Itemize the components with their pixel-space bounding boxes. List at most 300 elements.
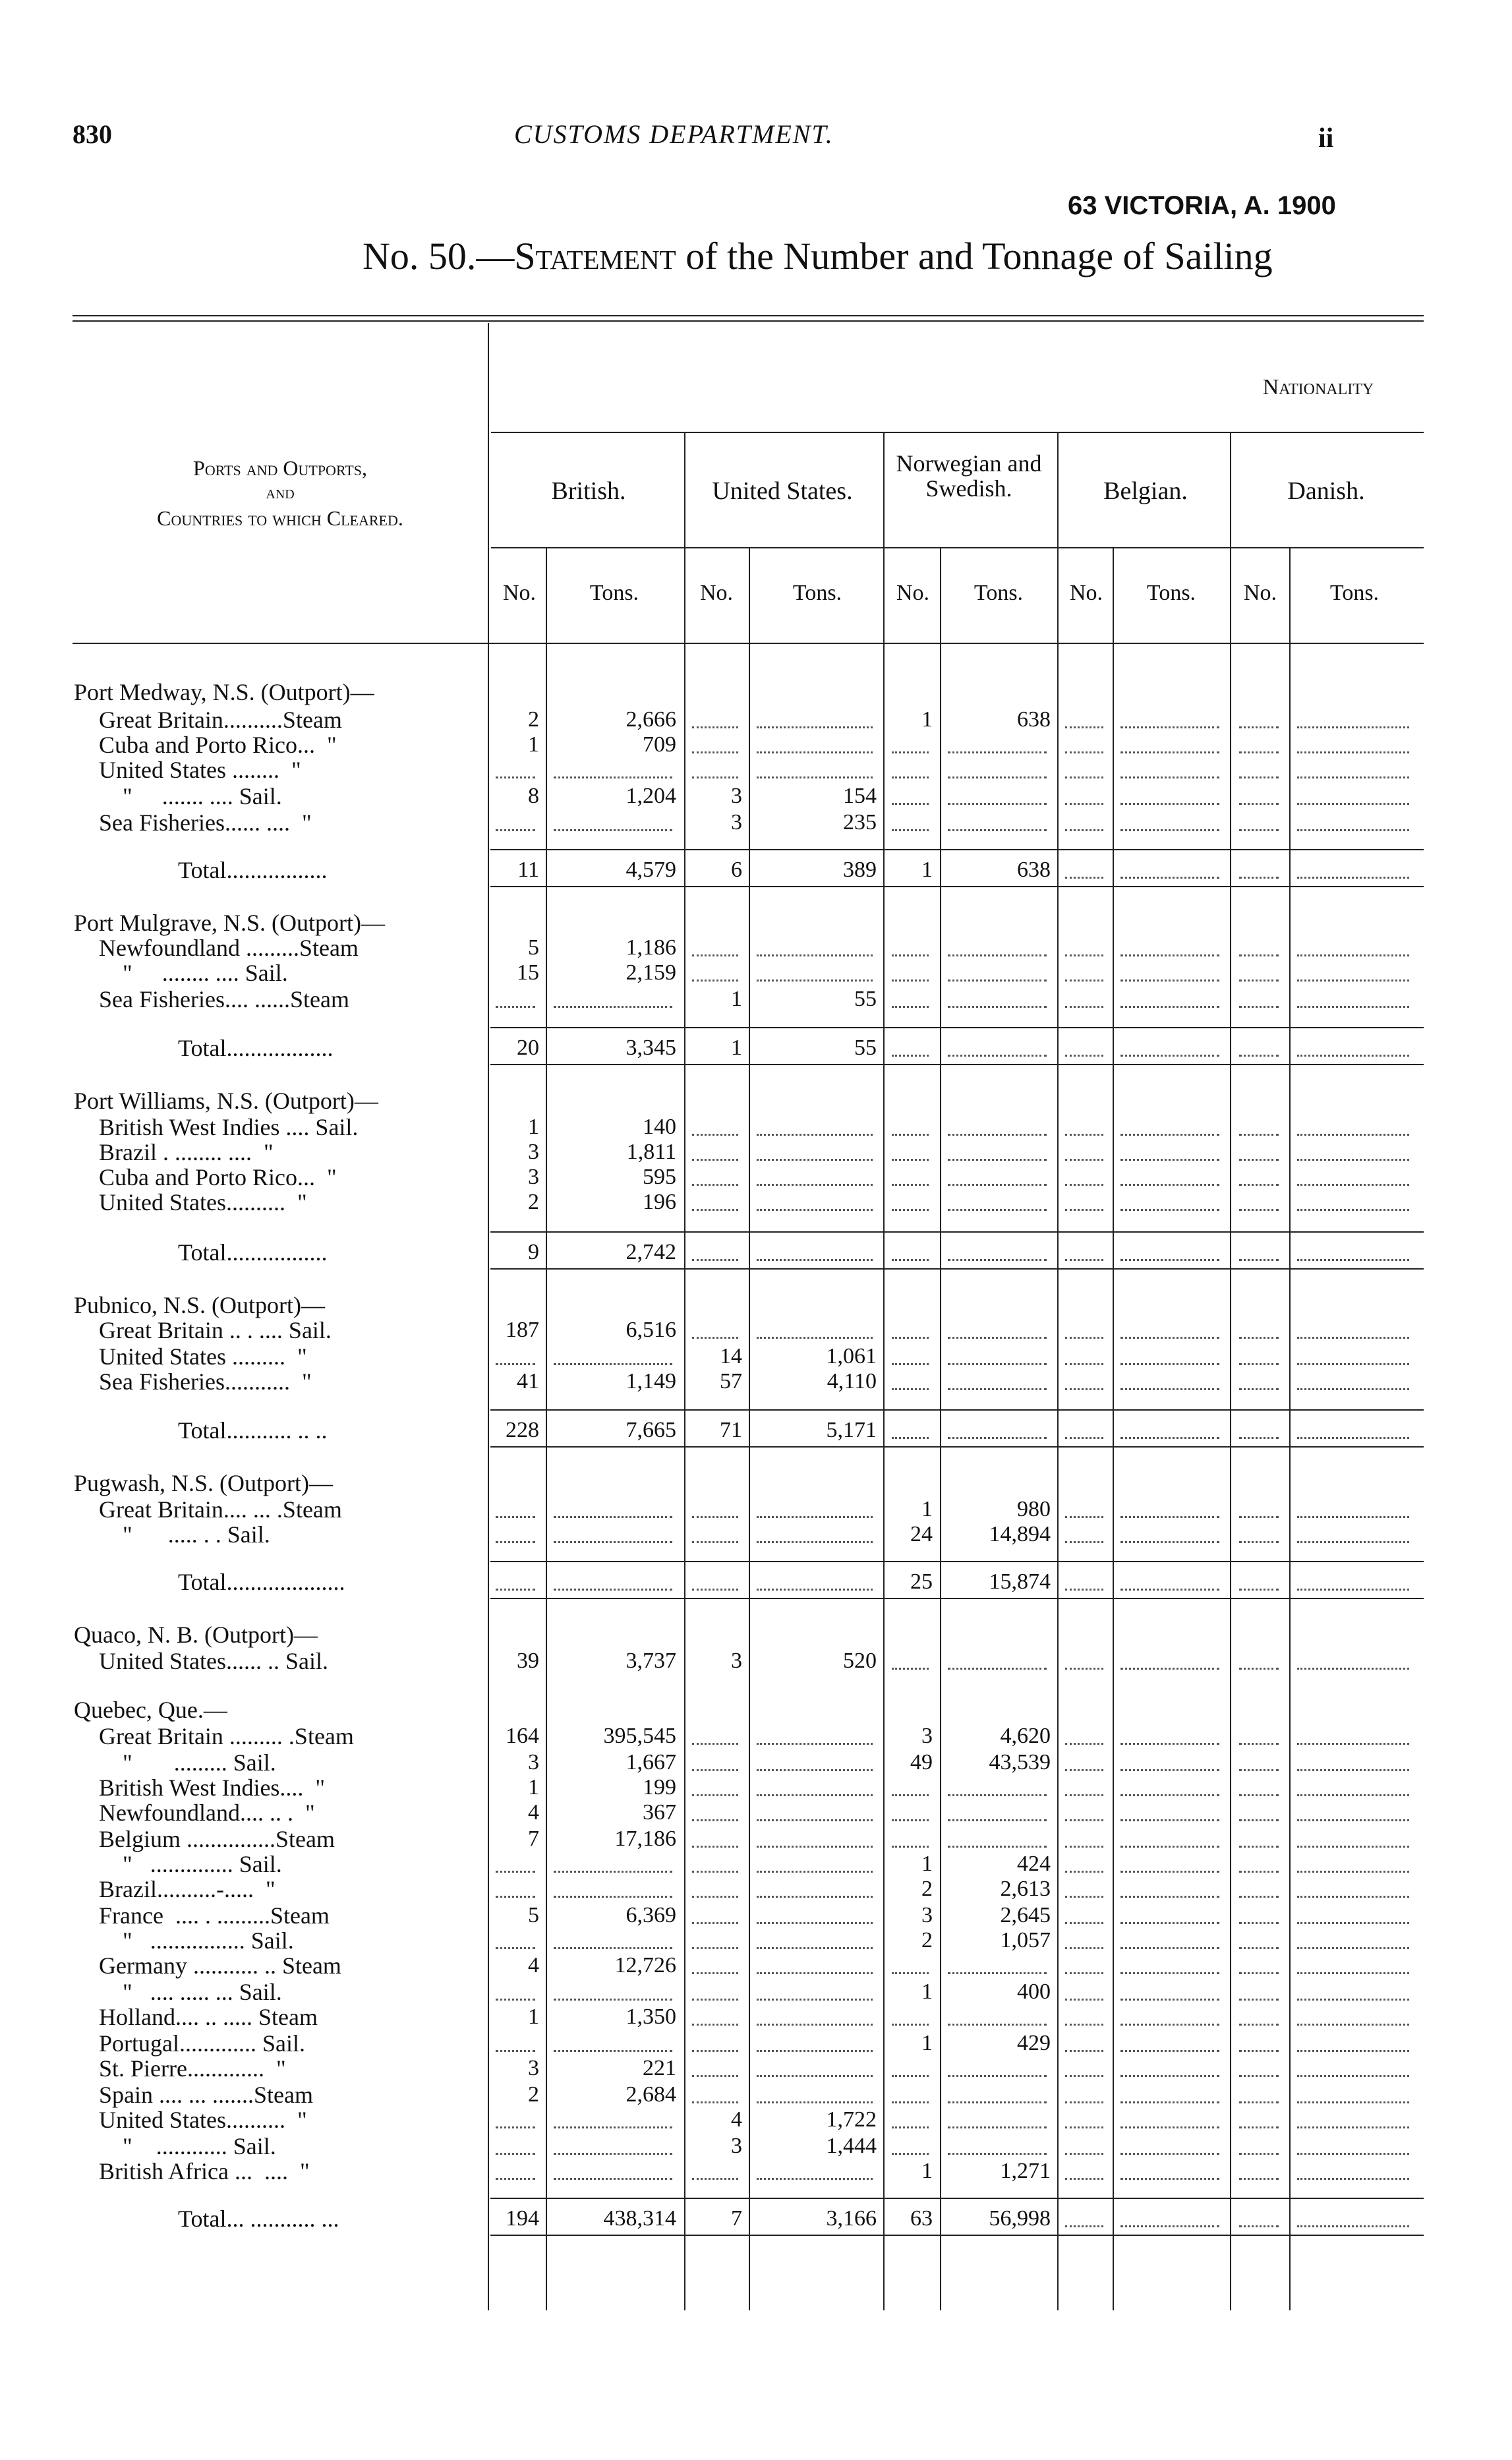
leader-dots bbox=[1297, 1871, 1409, 1873]
leader-dots bbox=[1120, 776, 1219, 778]
total-rule bbox=[490, 2198, 1424, 2199]
leader-dots bbox=[948, 1794, 1047, 1796]
leader-dots bbox=[1120, 2075, 1219, 2077]
leader-dots bbox=[1239, 1999, 1279, 2001]
leader-dots bbox=[1297, 1337, 1409, 1339]
title-statement: Statement bbox=[514, 235, 676, 278]
leader-dots bbox=[1120, 1134, 1219, 1136]
leader-dots bbox=[1065, 2075, 1103, 2077]
cell-us-no: 71 bbox=[720, 1418, 742, 1442]
leader-dots bbox=[757, 1134, 873, 1136]
total-label: Total.................. bbox=[178, 1035, 334, 1061]
cell-nw-tons: 2,613 bbox=[1000, 1877, 1051, 1901]
leader-dots bbox=[757, 2101, 873, 2103]
total-label: Total................. bbox=[178, 1239, 328, 1266]
leader-dots bbox=[892, 1846, 929, 1848]
port-heading: Quaco, N. B. (Outport)— bbox=[74, 1622, 318, 1648]
leader-dots bbox=[757, 2050, 873, 2052]
leader-dots bbox=[496, 1363, 535, 1365]
destination-label: Sea Fisheries...... .... " bbox=[99, 809, 312, 836]
leader-dots bbox=[1065, 1388, 1103, 1390]
leader-dots bbox=[1297, 2178, 1409, 2180]
cell-br-tons: 12,726 bbox=[614, 1953, 676, 1977]
cell-us-tons: 1,061 bbox=[826, 1344, 877, 1368]
total-label: Total... ........... ... bbox=[178, 2206, 339, 2232]
cell-br-tons: 140 bbox=[643, 1115, 676, 1139]
leader-dots bbox=[1120, 1363, 1219, 1365]
leader-dots bbox=[1297, 803, 1409, 805]
leader-dots bbox=[892, 1259, 929, 1261]
cell-nw-no: 1 bbox=[921, 1497, 933, 1521]
cell-br-tons: 17,186 bbox=[614, 1827, 676, 1851]
page-number: 830 bbox=[73, 119, 112, 149]
leader-dots bbox=[1297, 2225, 1409, 2227]
leader-dots bbox=[1120, 980, 1219, 981]
total-rule bbox=[490, 1064, 1424, 1065]
leader-dots bbox=[692, 1184, 738, 1186]
leader-dots bbox=[757, 1871, 873, 1873]
leader-dots bbox=[1120, 1388, 1219, 1390]
leader-dots bbox=[692, 1972, 738, 1974]
header-british: British. bbox=[551, 477, 626, 505]
leader-dots bbox=[1065, 1668, 1103, 1670]
leader-dots bbox=[692, 1999, 738, 2001]
leader-dots bbox=[1239, 1541, 1279, 1543]
leader-dots bbox=[892, 1184, 929, 1186]
leader-dots bbox=[1065, 954, 1103, 956]
leader-dots bbox=[757, 751, 873, 753]
leader-dots bbox=[892, 1819, 929, 1821]
leader-dots bbox=[1297, 2075, 1409, 2077]
cell-br-tons: 4,579 bbox=[625, 858, 676, 882]
title-number: No. 50.— bbox=[363, 235, 515, 278]
leader-dots bbox=[1239, 1589, 1279, 1591]
cell-br-no: 164 bbox=[506, 1724, 539, 1748]
cell-br-no: 2 bbox=[528, 1190, 539, 1214]
destination-label: British Africa ... .... " bbox=[99, 2158, 310, 2184]
ports-header-2: and bbox=[266, 483, 295, 503]
cell-nw-tons: 43,539 bbox=[989, 1750, 1051, 1774]
ports-header-3: Countries to which Cleared. bbox=[157, 506, 403, 530]
leader-dots bbox=[1297, 1184, 1409, 1186]
leader-dots bbox=[1297, 1922, 1409, 1924]
destination-label: Belgium ...............Steam bbox=[99, 1826, 335, 1852]
total-label: Total.................... bbox=[178, 1569, 345, 1595]
total-rule bbox=[490, 1561, 1424, 1562]
leader-dots bbox=[1120, 726, 1219, 728]
leader-dots bbox=[1065, 1541, 1103, 1543]
cell-nw-no: 1 bbox=[921, 1852, 933, 1876]
leader-dots bbox=[1239, 2075, 1279, 2077]
leader-dots bbox=[1297, 1134, 1409, 1136]
port-heading: Quebec, Que.— bbox=[74, 1697, 227, 1723]
cell-br-no: 2 bbox=[528, 2082, 539, 2107]
leader-dots bbox=[692, 2024, 738, 2026]
nationality-header: Nationality bbox=[1262, 375, 1374, 399]
cell-nw-tons: 429 bbox=[1017, 2031, 1051, 2055]
leader-dots bbox=[1120, 2050, 1219, 2052]
total-rule bbox=[490, 849, 1424, 850]
leader-dots bbox=[554, 1999, 672, 2001]
leader-dots bbox=[892, 2153, 929, 2155]
leader-dots bbox=[1120, 1794, 1219, 1796]
total-rule bbox=[490, 1268, 1424, 1270]
port-heading: Pugwash, N.S. (Outport)— bbox=[74, 1470, 333, 1496]
leader-dots bbox=[948, 1363, 1047, 1365]
leader-dots bbox=[1239, 2225, 1279, 2227]
total-label: Total................. bbox=[178, 857, 328, 883]
session-line: 63 VICTORIA, A. 1900 bbox=[1068, 191, 1336, 220]
destination-label: St. Pierre............. " bbox=[99, 2055, 286, 2082]
cell-br-no: 7 bbox=[528, 1827, 539, 1851]
leader-dots bbox=[892, 2101, 929, 2103]
leader-dots bbox=[1065, 1922, 1103, 1924]
leader-dots bbox=[1065, 1516, 1103, 1518]
leader-dots bbox=[892, 2075, 929, 2077]
leader-dots bbox=[692, 980, 738, 981]
leader-dots bbox=[757, 1541, 873, 1543]
leader-dots bbox=[948, 2075, 1047, 2077]
leader-dots bbox=[1297, 2126, 1409, 2128]
leader-dots bbox=[757, 726, 873, 728]
leader-dots bbox=[496, 2050, 535, 2052]
destination-label: Brazil..........-..... " bbox=[99, 1876, 276, 1902]
leader-dots bbox=[1239, 1437, 1279, 1439]
leader-dots bbox=[757, 1516, 873, 1518]
cell-br-tons: 2,684 bbox=[625, 2082, 676, 2107]
cell-nw-tons: 1,271 bbox=[1000, 2159, 1051, 2183]
leader-dots bbox=[1065, 2101, 1103, 2103]
leader-dots bbox=[1239, 877, 1279, 879]
destination-label: Great Britain.... ... .Steam bbox=[99, 1496, 342, 1523]
leader-dots bbox=[1065, 726, 1103, 728]
leader-dots bbox=[1297, 1388, 1409, 1390]
destination-label: British West Indies.... " bbox=[99, 1774, 326, 1801]
leader-dots bbox=[692, 1209, 738, 1211]
sub-tons-british: Tons. bbox=[589, 581, 639, 605]
destination-label: France .... . .........Steam bbox=[99, 1902, 330, 1929]
leader-dots bbox=[1065, 1794, 1103, 1796]
leader-dots bbox=[1297, 1541, 1409, 1543]
leader-dots bbox=[757, 1999, 873, 2001]
cell-us-no: 3 bbox=[731, 810, 742, 835]
leader-dots bbox=[1239, 1006, 1279, 1008]
cell-br-tons: 6,516 bbox=[625, 1318, 676, 1342]
leader-dots bbox=[757, 1209, 873, 1211]
leader-dots bbox=[757, 776, 873, 778]
leader-dots bbox=[892, 1437, 929, 1439]
leader-dots bbox=[692, 1743, 738, 1745]
leader-dots bbox=[1120, 1999, 1219, 2001]
destination-label: Brazil . ........ .... " bbox=[99, 1139, 274, 1165]
leader-dots bbox=[1239, 1209, 1279, 1211]
cell-nw-no: 1 bbox=[921, 1979, 933, 2004]
leader-dots bbox=[1239, 1819, 1279, 1821]
leader-dots bbox=[1065, 1184, 1103, 1186]
leader-dots bbox=[757, 954, 873, 956]
leader-dots bbox=[1065, 877, 1103, 879]
leader-dots bbox=[1120, 1184, 1219, 1186]
leader-dots bbox=[757, 2075, 873, 2077]
sub-no-norwegian: No. bbox=[896, 581, 930, 605]
leader-dots bbox=[554, 1947, 672, 1949]
leader-dots bbox=[554, 829, 672, 831]
sub-tons-belgian: Tons. bbox=[1146, 581, 1196, 605]
cell-br-tons: 2,666 bbox=[625, 707, 676, 732]
leader-dots bbox=[1120, 2126, 1219, 2128]
leader-dots bbox=[1297, 1999, 1409, 2001]
cell-nw-tons: 14,894 bbox=[989, 1522, 1051, 1546]
destination-label: Great Britain .. . .... Sail. bbox=[99, 1317, 332, 1343]
leader-dots bbox=[757, 1184, 873, 1186]
cell-br-tons: 438,314 bbox=[603, 2206, 676, 2231]
cell-us-tons: 520 bbox=[843, 1649, 877, 1673]
leader-dots bbox=[948, 776, 1047, 778]
title-rest: of the Number and Tonnage of Sailing bbox=[676, 235, 1273, 278]
cell-br-tons: 709 bbox=[643, 732, 676, 757]
cell-br-no: 1 bbox=[528, 1775, 539, 1800]
destination-label: British West Indies .... Sail. bbox=[99, 1114, 359, 1140]
leader-dots bbox=[1120, 2024, 1219, 2026]
destination-label: Great Britain..........Steam bbox=[99, 707, 342, 733]
leader-dots bbox=[948, 1006, 1047, 1008]
cell-us-no: 3 bbox=[731, 784, 742, 808]
leader-dots bbox=[1239, 1134, 1279, 1136]
cell-br-no: 39 bbox=[517, 1649, 539, 1673]
leader-dots bbox=[1239, 1846, 1279, 1848]
leader-dots bbox=[1297, 2024, 1409, 2026]
cell-nw-no: 63 bbox=[910, 2206, 933, 2231]
cell-br-no: 1 bbox=[528, 2005, 539, 2029]
leader-dots bbox=[948, 1972, 1047, 1974]
leader-dots bbox=[554, 1871, 672, 1873]
leader-dots bbox=[1239, 2024, 1279, 2026]
leader-dots bbox=[757, 1589, 873, 1591]
leader-dots bbox=[892, 1972, 929, 1974]
cell-us-tons: 389 bbox=[843, 858, 877, 882]
leader-dots bbox=[692, 2075, 738, 2077]
leader-dots bbox=[892, 751, 929, 753]
sub-no-belgian: No. bbox=[1069, 581, 1103, 605]
leader-dots bbox=[1065, 1363, 1103, 1365]
leader-dots bbox=[1120, 1871, 1219, 1873]
leader-dots bbox=[1297, 776, 1409, 778]
destination-label: Great Britain ......... .Steam bbox=[99, 1723, 354, 1749]
leader-dots bbox=[948, 980, 1047, 981]
leader-dots bbox=[1239, 1337, 1279, 1339]
cell-nw-no: 49 bbox=[910, 1750, 933, 1774]
leader-dots bbox=[496, 1947, 535, 1949]
leader-dots bbox=[1297, 1972, 1409, 1974]
cell-br-tons: 6,369 bbox=[625, 1903, 676, 1927]
cell-br-tons: 7,665 bbox=[625, 1418, 676, 1442]
leader-dots bbox=[1120, 1209, 1219, 1211]
leader-dots bbox=[1065, 2126, 1103, 2128]
destination-label: Cuba and Porto Rico... " bbox=[99, 732, 337, 758]
leader-dots bbox=[496, 1999, 535, 2001]
leader-dots bbox=[948, 954, 1047, 956]
leader-dots bbox=[1065, 776, 1103, 778]
leader-dots bbox=[892, 1055, 929, 1057]
leader-dots bbox=[948, 1209, 1047, 1211]
cell-br-no: 5 bbox=[528, 1903, 539, 1927]
leader-dots bbox=[1120, 1259, 1219, 1261]
leader-dots bbox=[757, 1846, 873, 1848]
leader-dots bbox=[892, 1337, 929, 1339]
leader-dots bbox=[692, 1541, 738, 1543]
destination-label: " .... ..... ... Sail. bbox=[99, 1979, 282, 2005]
destination-label: " ........ .... Sail. bbox=[99, 960, 288, 986]
cell-br-tons: 3,345 bbox=[625, 1036, 676, 1060]
leader-dots bbox=[1239, 803, 1279, 805]
leader-dots bbox=[892, 776, 929, 778]
port-heading: Port Mulgrave, N.S. (Outport)— bbox=[74, 910, 385, 936]
leader-dots bbox=[1297, 1055, 1409, 1057]
leader-dots bbox=[496, 1006, 535, 1008]
leader-dots bbox=[1120, 1055, 1219, 1057]
leader-dots bbox=[692, 1846, 738, 1848]
leader-dots bbox=[948, 1259, 1047, 1261]
leader-dots bbox=[554, 2153, 672, 2155]
cell-us-no: 7 bbox=[731, 2206, 742, 2231]
total-rule bbox=[490, 886, 1424, 887]
cell-br-no: 1 bbox=[528, 732, 539, 757]
leader-dots bbox=[1065, 1259, 1103, 1261]
cell-us-tons: 154 bbox=[843, 784, 877, 808]
cell-nw-no: 3 bbox=[921, 1724, 933, 1748]
sub-no-british: No. bbox=[502, 581, 537, 605]
cell-us-no: 4 bbox=[731, 2107, 742, 2132]
cell-br-tons: 221 bbox=[643, 2056, 676, 2080]
leader-dots bbox=[1120, 1437, 1219, 1439]
cell-nw-no: 1 bbox=[921, 858, 933, 882]
cell-br-no: 228 bbox=[506, 1418, 539, 1442]
leader-dots bbox=[1065, 1871, 1103, 1873]
sub-tons-us: Tons. bbox=[792, 581, 842, 605]
leader-dots bbox=[496, 1516, 535, 1518]
leader-dots bbox=[1239, 829, 1279, 831]
leader-dots bbox=[1297, 1947, 1409, 1949]
destination-label: Sea Fisheries........... " bbox=[99, 1368, 312, 1395]
leader-dots bbox=[757, 1922, 873, 1924]
leader-dots bbox=[1065, 2153, 1103, 2155]
sub-tons-norwegian: Tons. bbox=[974, 581, 1024, 605]
leader-dots bbox=[1239, 726, 1279, 728]
leader-dots bbox=[892, 1388, 929, 1390]
leader-dots bbox=[948, 1846, 1047, 1848]
cell-nw-tons: 400 bbox=[1017, 1979, 1051, 2004]
cell-us-tons: 5,171 bbox=[826, 1418, 877, 1442]
leader-dots bbox=[1297, 1159, 1409, 1161]
cell-nw-no: 1 bbox=[921, 2031, 933, 2055]
leader-dots bbox=[692, 776, 738, 778]
leader-dots bbox=[892, 1668, 929, 1670]
leader-dots bbox=[1297, 2101, 1409, 2103]
leader-dots bbox=[1120, 1972, 1219, 1974]
total-rule bbox=[490, 1027, 1424, 1028]
total-rule bbox=[490, 2235, 1424, 2236]
leader-dots bbox=[1065, 2178, 1103, 2180]
cell-us-tons: 55 bbox=[854, 987, 877, 1011]
sub-tons-danish: Tons. bbox=[1329, 581, 1380, 605]
cell-us-tons: 55 bbox=[854, 1036, 877, 1060]
leader-dots bbox=[1297, 1668, 1409, 1670]
leader-dots bbox=[1239, 2153, 1279, 2155]
leader-dots bbox=[1065, 1055, 1103, 1057]
leader-dots bbox=[1239, 1055, 1279, 1057]
leader-dots bbox=[892, 980, 929, 981]
leader-dots bbox=[1120, 1337, 1219, 1339]
header-norwegian-swedish: Norwegian and Swedish. bbox=[896, 450, 1042, 502]
cell-br-no: 3 bbox=[528, 1140, 539, 1164]
cell-nw-tons: 980 bbox=[1017, 1497, 1051, 1521]
leader-dots bbox=[1120, 1819, 1219, 1821]
leader-dots bbox=[1239, 1159, 1279, 1161]
leader-dots bbox=[1120, 1922, 1219, 1924]
leader-dots bbox=[692, 954, 738, 956]
leader-dots bbox=[1065, 1846, 1103, 1848]
leader-dots bbox=[892, 954, 929, 956]
total-rule bbox=[490, 1446, 1424, 1448]
leader-dots bbox=[1065, 1209, 1103, 1211]
destination-label: Holland.... .. ..... Steam bbox=[99, 2004, 318, 2030]
leader-dots bbox=[1065, 1437, 1103, 1439]
leader-dots bbox=[1065, 2050, 1103, 2052]
leader-dots bbox=[1297, 751, 1409, 753]
leader-dots bbox=[554, 2178, 672, 2180]
cell-us-tons: 4,110 bbox=[827, 1369, 877, 1393]
leader-dots bbox=[1297, 877, 1409, 879]
leader-dots bbox=[1120, 2153, 1219, 2155]
leader-dots bbox=[692, 1259, 738, 1261]
leader-dots bbox=[1297, 726, 1409, 728]
leader-dots bbox=[757, 2024, 873, 2026]
leader-dots bbox=[554, 776, 672, 778]
cell-us-no: 1 bbox=[731, 1036, 742, 1060]
cell-br-tons: 3,737 bbox=[625, 1649, 676, 1673]
leader-dots bbox=[692, 1794, 738, 1796]
cell-nw-no: 2 bbox=[921, 1877, 933, 1901]
ports-header-1: Ports and Outports, bbox=[193, 456, 367, 480]
cell-br-tons: 1,350 bbox=[625, 2005, 676, 2029]
leader-dots bbox=[1120, 1846, 1219, 1848]
leader-dots bbox=[948, 751, 1047, 753]
leader-dots bbox=[1239, 954, 1279, 956]
leader-dots bbox=[692, 726, 738, 728]
cell-nw-tons: 638 bbox=[1017, 858, 1051, 882]
header-belgian: Belgian. bbox=[1103, 477, 1188, 505]
cell-nw-no: 2 bbox=[921, 1928, 933, 1952]
destination-label: Newfoundland .........Steam bbox=[99, 935, 359, 961]
leader-dots bbox=[692, 1516, 738, 1518]
leader-dots bbox=[1065, 1896, 1103, 1898]
leader-dots bbox=[892, 1209, 929, 1211]
leader-dots bbox=[1065, 751, 1103, 753]
destination-label: United States.......... " bbox=[99, 2107, 307, 2133]
leader-dots bbox=[1239, 2101, 1279, 2103]
leader-dots bbox=[757, 1259, 873, 1261]
leader-dots bbox=[1065, 1743, 1103, 1745]
leader-dots bbox=[1239, 1769, 1279, 1771]
leader-dots bbox=[1297, 1819, 1409, 1821]
leader-dots bbox=[892, 2024, 929, 2026]
leader-dots bbox=[948, 2153, 1047, 2155]
cell-nw-no: 1 bbox=[921, 2159, 933, 2183]
destination-label: " .............. Sail. bbox=[99, 1851, 282, 1877]
header-danish: Danish. bbox=[1287, 477, 1365, 505]
leader-dots bbox=[1239, 1259, 1279, 1261]
header-united-states: United States. bbox=[712, 477, 853, 505]
